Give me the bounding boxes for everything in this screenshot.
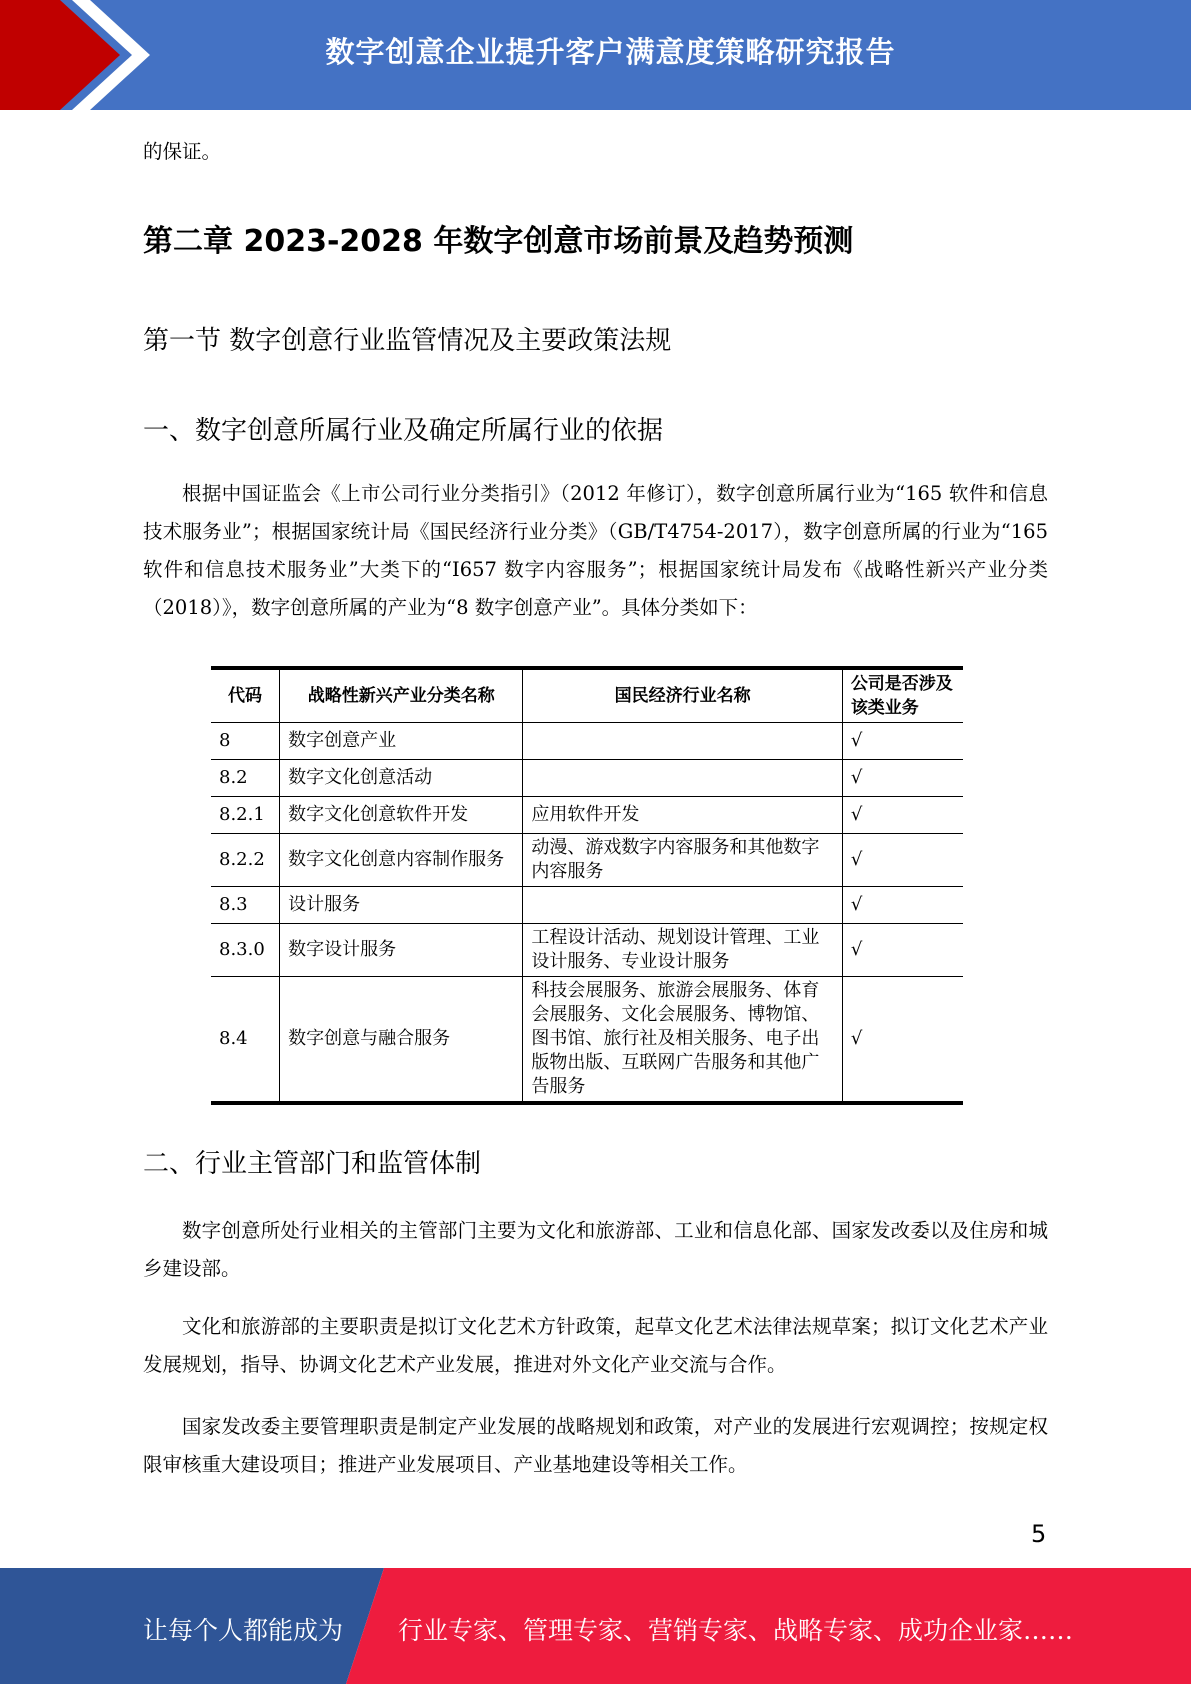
header-national-industry: 国民经济行业名称 xyxy=(523,668,842,723)
cell-involved: √ xyxy=(842,797,963,834)
cell-code: 8 xyxy=(211,723,280,760)
cell-national-industry xyxy=(523,887,842,924)
cell-code: 8.3 xyxy=(211,887,280,924)
header-strategic-category: 战略性新兴产业分类名称 xyxy=(280,668,523,723)
table-row xyxy=(211,834,963,887)
cell-national-industry xyxy=(523,760,842,797)
cell-national-industry xyxy=(523,723,842,760)
cell-strategic-category: 数字文化创意活动 xyxy=(280,760,523,797)
footer-slogan-left: 让每个人都能成为 xyxy=(143,1616,344,1645)
cell-strategic-category: 数字创意与融合服务 xyxy=(280,977,523,1104)
page-number: 5 xyxy=(1031,1520,1047,1548)
cell-strategic-category: 设计服务 xyxy=(280,887,523,924)
cell-national-industry: 工程设计活动、规划设计管理、工业设计服务、专业设计服务 xyxy=(523,924,842,977)
cell-strategic-category: 数字设计服务 xyxy=(280,924,523,977)
subsection-heading-1: 一、数字创意所属行业及确定所属行业的依据 xyxy=(143,416,664,446)
footer-slogan-right: 行业专家、管理专家、营销专家、战略专家、成功企业家…… xyxy=(398,1616,1074,1645)
cell-strategic-category: 数字文化创意内容制作服务 xyxy=(280,834,523,887)
table-header-row xyxy=(211,668,963,723)
cell-strategic-category: 数字文化创意软件开发 xyxy=(280,797,523,834)
page-footer xyxy=(0,1568,1191,1684)
page-header xyxy=(0,0,1191,110)
subsection-heading-2: 二、行业主管部门和监管体制 xyxy=(143,1149,482,1179)
industry-classification-table xyxy=(211,666,963,1105)
table-row xyxy=(211,797,963,834)
chapter-title: 第二章 2023-2028 年数字创意市场前景及趋势预测 xyxy=(143,224,854,259)
report-title: 数字创意企业提升客户满意度策略研究报告 xyxy=(325,35,896,69)
section-title: 第一节 数字创意行业监管情况及主要政策法规 xyxy=(143,326,672,356)
cell-involved: √ xyxy=(842,760,963,797)
cell-involved: √ xyxy=(842,924,963,977)
continued-text: 的保证。 xyxy=(143,140,222,163)
cell-code: 8.3.0 xyxy=(211,924,280,977)
classification-paragraph: 根据中国证监会《上市公司行业分类指引》（2012 年修订），数字创意所属行业为“165 软件和信息技术服务业”；根据国家统计局《国民经济行业分类》（GB/T4754-2017），数字创意所属的行业为“165 软件和信息技术服务业”大类下的“I657 数字内容服务”；根据国家统计局发布《战略性新兴产业分类（2018）》，数字创意所属的产业为“8 数字创意产业”。具体分类如下： xyxy=(143,482,1048,619)
regulator-paragraph-3: 国家发改委主要管理职责是制定产业发展的战略规划和政策，对产业的发展进行宏观调控；按规定权限审核重大建设项目；推进产业发展项目、产业基地建设等相关工作。 xyxy=(143,1415,1048,1476)
cell-involved: √ xyxy=(842,723,963,760)
cell-involved: √ xyxy=(842,887,963,924)
header-code: 代码 xyxy=(211,668,280,723)
regulator-paragraph-2: 文化和旅游部的主要职责是拟订文化艺术方针政策，起草文化艺术法律法规草案；拟订文化艺术产业发展规划，指导、协调文化艺术产业发展，推进对外文化产业交流与合作。 xyxy=(143,1315,1048,1376)
cell-code: 8.2 xyxy=(211,760,280,797)
table-row xyxy=(211,887,963,924)
cell-national-industry: 动漫、游戏数字内容服务和其他数字内容服务 xyxy=(523,834,842,887)
cell-involved: √ xyxy=(842,977,963,1104)
cell-code: 8.4 xyxy=(211,977,280,1104)
cell-national-industry: 应用软件开发 xyxy=(523,797,842,834)
table-row xyxy=(211,977,963,1104)
cell-national-industry: 科技会展服务、旅游会展服务、体育会展服务、文化会展服务、博物馆、图书馆、旅行社及相关服务、电子出版物出版、互联网广告服务和其他广告服务 xyxy=(523,977,842,1104)
regulator-paragraph-1: 数字创意所处行业相关的主管部门主要为文化和旅游部、工业和信息化部、国家发改委以及住房和城乡建设部。 xyxy=(143,1219,1048,1280)
cell-involved: √ xyxy=(842,834,963,887)
cell-code: 8.2.1 xyxy=(211,797,280,834)
table-row xyxy=(211,723,963,760)
cell-strategic-category: 数字创意产业 xyxy=(280,723,523,760)
cell-code: 8.2.2 xyxy=(211,834,280,887)
table-row xyxy=(211,924,963,977)
header-company-involved: 公司是否涉及该类业务 xyxy=(842,668,963,723)
table-row xyxy=(211,760,963,797)
